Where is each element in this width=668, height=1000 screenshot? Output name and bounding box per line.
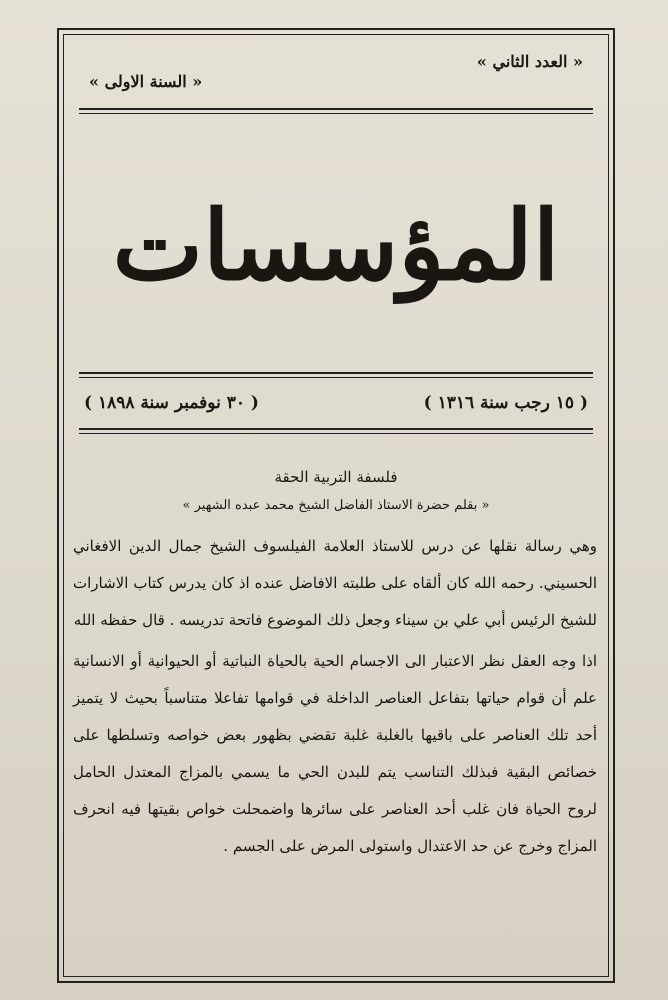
article-paragraph: اذا وجه العقل نظر الاعتبار الى الاجسام الحية بالحياة النباتية أو الحيوانية أو الانسانية علم أن قوام حياتها بتفاعل العناصر الداخلة في قوامها تفاعلا متناسباً بحيث لا يتميز أحد تلك العناصر على باقيها بالغلبة غلبة تقضي بظهور بعض خواصه وتسلطها على خصائص البقية فبذلك التناسب يتم للبدن الحي ما يسمي بالمزاج المعتدل الحامل لروح الحياة فان غلب أحد العناصر على سائرها واضمحلت خواص بقيتها فيه انحرف المزاج وخرج عن حد الاعتدال واستولى المرض على الجسم . [73, 652, 597, 855]
hijri-date: ( ١٥ رجب سنة ١٣١٦ ) [423, 393, 588, 413]
dateline [84, 388, 588, 418]
dateline-rule-thin [79, 433, 593, 434]
header-rule [79, 108, 593, 110]
header-rule-thin [79, 113, 593, 114]
page-border [57, 28, 615, 983]
masthead-rule-thin [79, 377, 593, 378]
masthead-title: المؤسسات [112, 188, 560, 302]
gregorian-date: ( ٣٠ نوفمبر سنة ١٨٩٨ ) [84, 393, 259, 413]
publication-year: « السنة الاولى » [89, 71, 203, 91]
dateline-rule [79, 428, 593, 430]
issue-number: « العدد الثاني » [476, 51, 583, 71]
masthead-rule [79, 372, 593, 374]
year-row [89, 68, 583, 94]
article-byline: « بقلم حضرة الاستاذ الفاضل الشيخ محمد عبده الشهير » [182, 498, 490, 513]
article-body [73, 528, 597, 865]
article-paragraph: وهي رسالة نقلها عن درس للاستاذ العلامة الفيلسوف الشيخ جمال الدين الافغاني الحسيني. رحمه الله كان ألقاه على طلبته الافاضل عنده اذ كان يدرس كتاب الاشارات للشيخ الرئيس أبي علي بن سيناء وجعل ذلك الموضوع فاتحة تدريسه . قال حفظه الله [73, 537, 597, 629]
article-title: فلسفة التربية الحقة [274, 468, 398, 486]
